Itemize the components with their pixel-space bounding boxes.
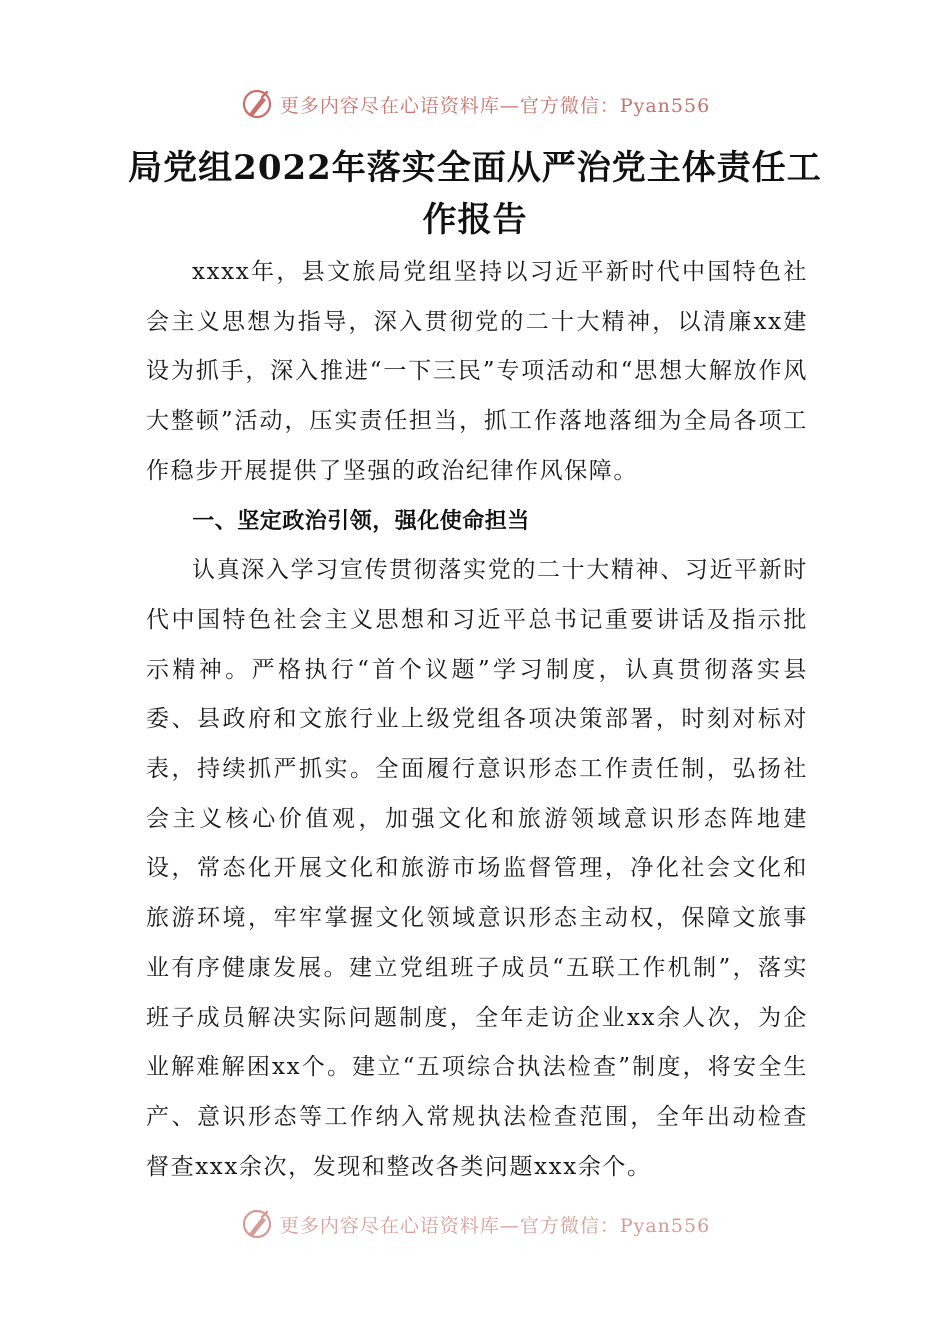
intro-paragraph: xxxx年，县文旅局党组坚持以习近平新时代中国特色社会主义思想为指导，深入贯彻党的二十大精神，以清廉xx建设为抓手，深入推进“一下三民”专项活动和“思想大解放作风大整顿”活动，压实责任担当，抓工作落地落细为全局各项工作稳步开展提供了坚强的政治纪律作风保障。 [146,259,808,484]
section-heading: 一、坚定政治引领，强化使命担当 [192,508,530,534]
document-body [146,248,808,1192]
pen-nib-circle-icon [240,1207,274,1241]
watermark-text: 更多内容尽在心语资料库—官方微信：Pyan556 [279,94,711,117]
watermark-banner-bottom [0,1204,950,1244]
section-paragraph: 认真深入学习宣传贯彻落实党的二十大精神、习近平新时代中国特色社会主义思想和习近平总书记重要讲话及指示批示精神。严格执行“首个议题”学习制度，认真贯彻落实县委、县政府和文旅行业上级党组各项决策部署，时刻对标对表，持续抓严抓实。全面履行意识形态工作责任制，弘扬社会主义核心价值观，加强文化和旅游领域意识形态阵地建设，常态化开展文化和旅游市场监督管理，净化社会文化和旅游环境，牢牢掌握文化领域意识形态主动权，保障文旅事业有序健康发展。建立党组班子成员“五联工作机制”，落实班子成员解决实际问题制度，全年走访企业xx余人次，为企业解难解困xx个。建立“五项综合执法检查”制度，将安全生产、意识形态等工作纳入常规执法检查范围，全年出动检查督查xxx余次，发现和整改各类问题xxx余个。 [146,557,808,1180]
pen-nib-circle-icon [240,87,274,121]
watermark-text: 更多内容尽在心语资料库—官方微信：Pyan556 [279,1214,711,1237]
watermark-banner-top [0,84,950,124]
document-title: 局党组2022年落实全面从严治党主体责任工作报告 [128,148,822,240]
